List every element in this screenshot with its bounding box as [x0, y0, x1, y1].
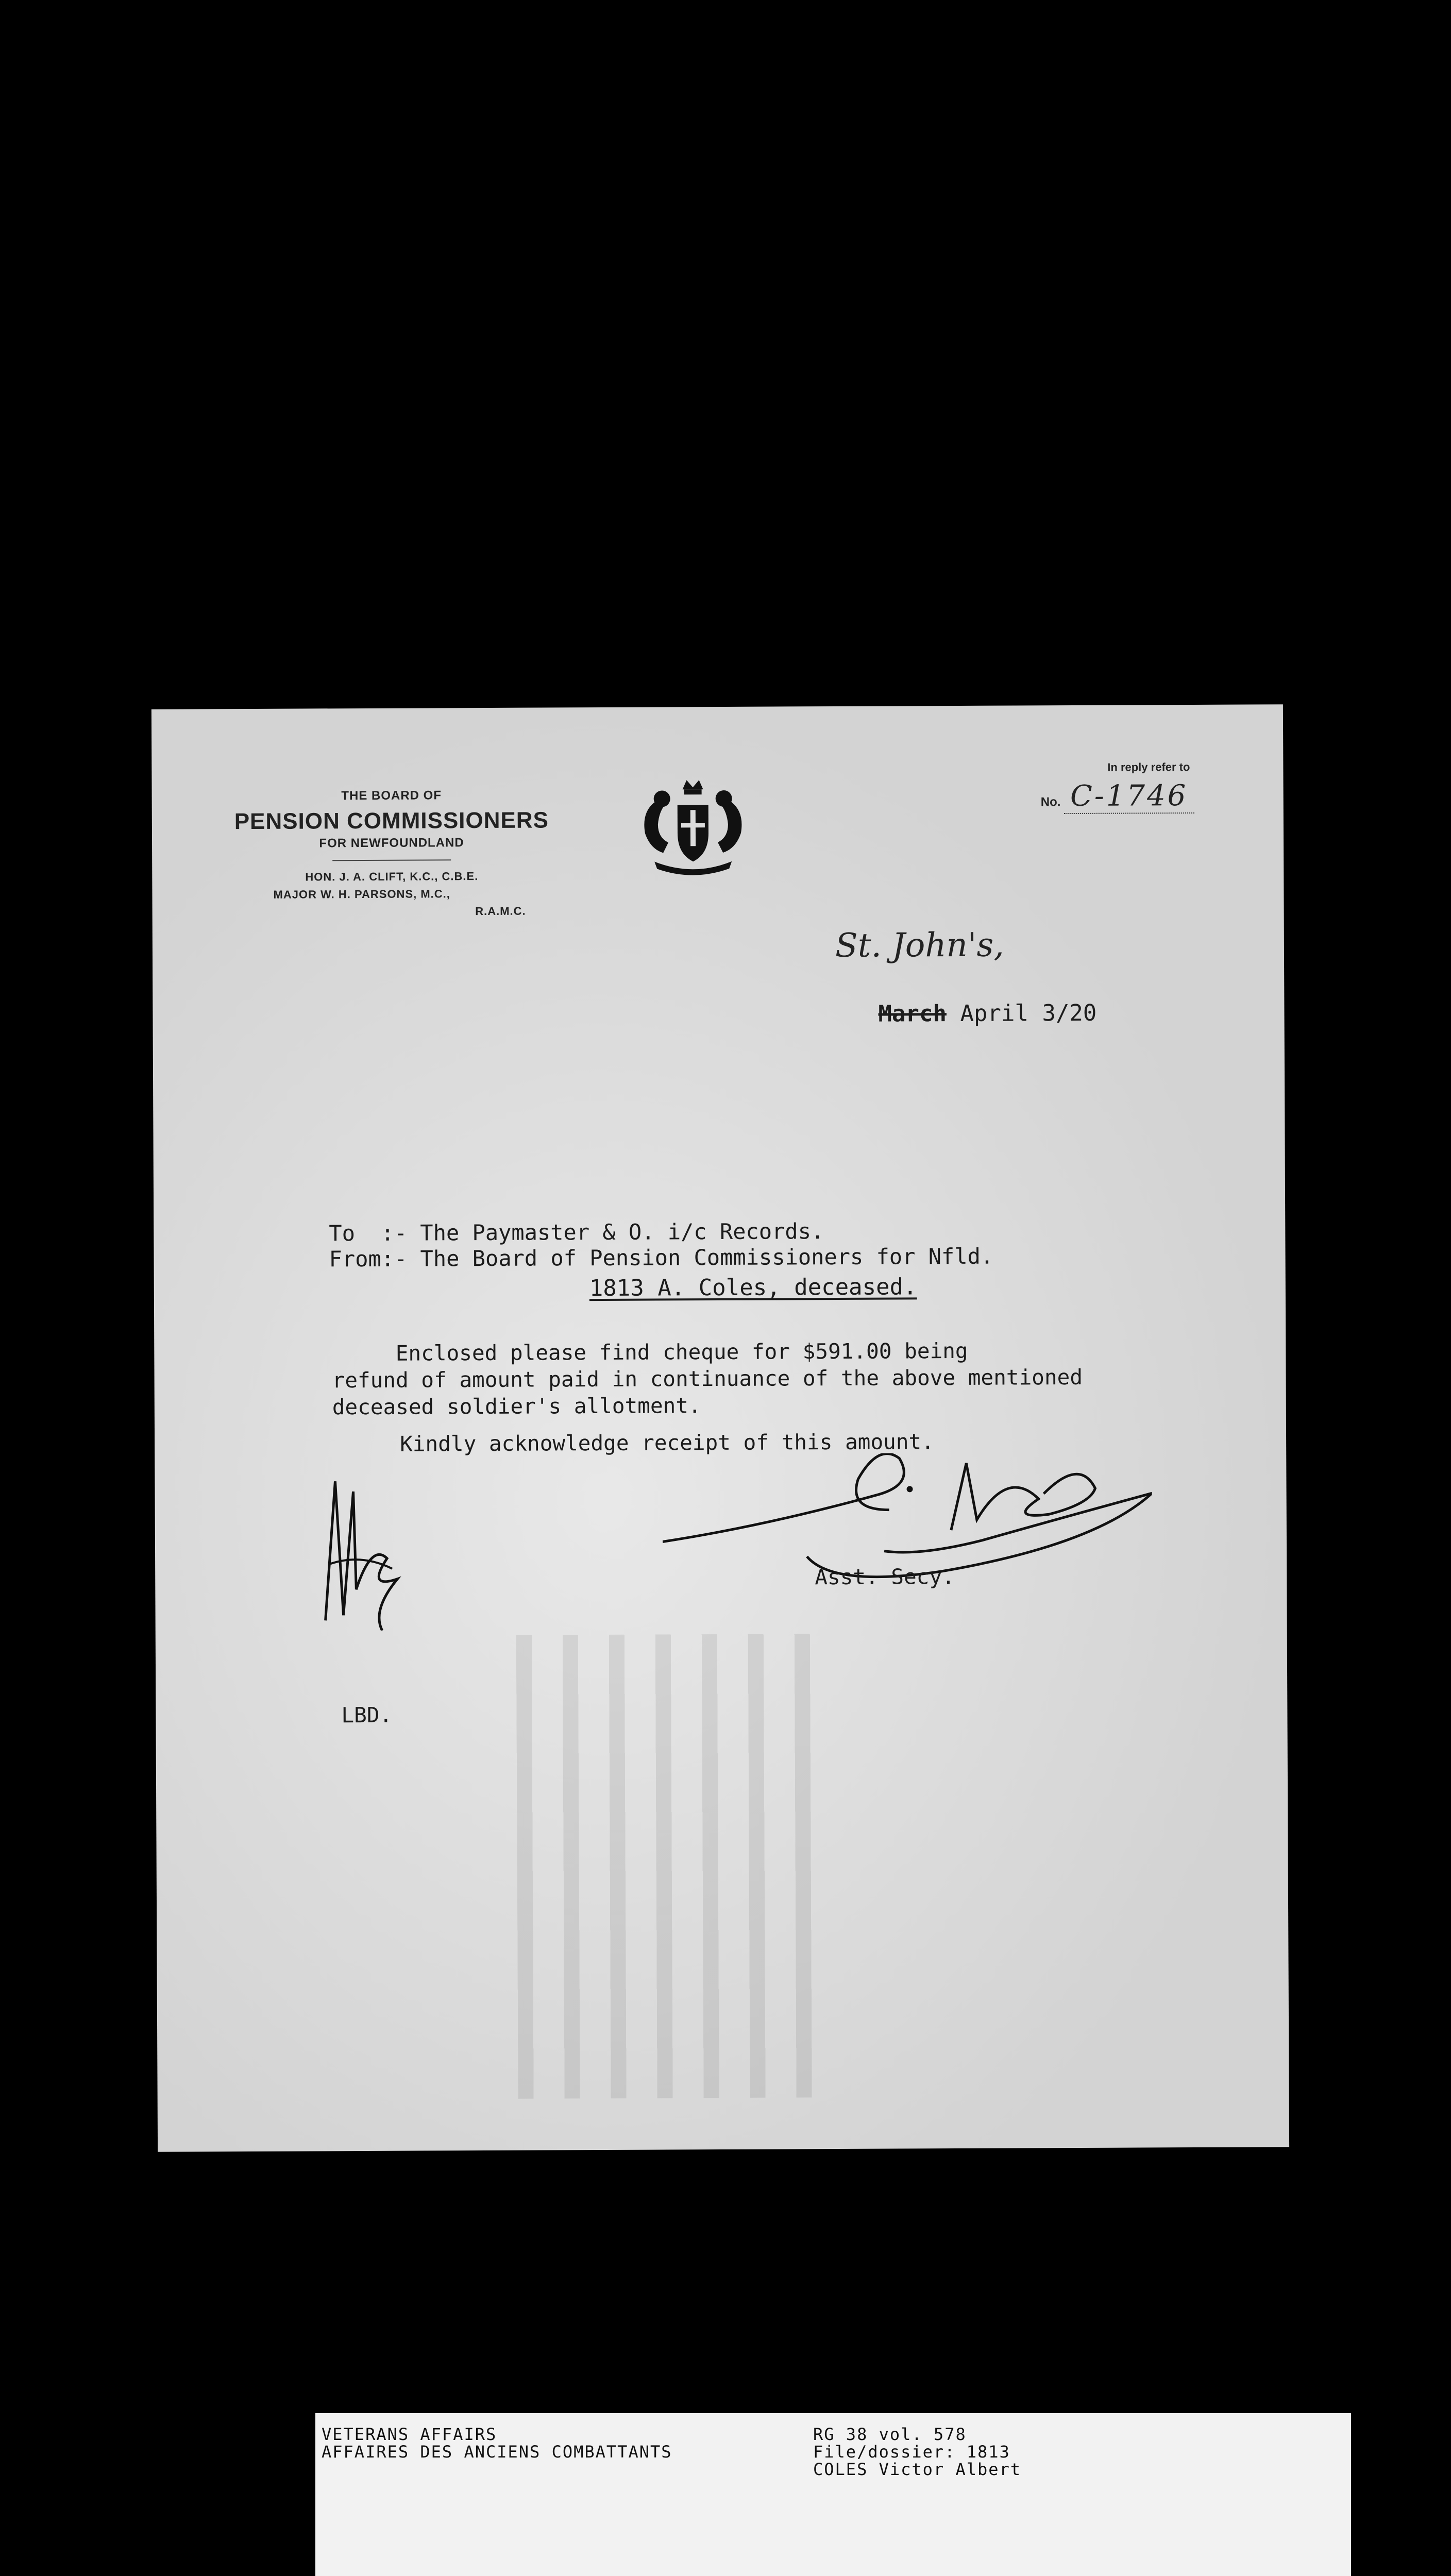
reply-no-value: C-1746 [1064, 779, 1194, 814]
letterhead-member1: HON. J. A. CLIFT, K.C., C.B.E. [305, 870, 479, 884]
body-text [332, 1337, 1105, 1421]
from-line: From:- The Board of Pension Commissioners for Nfld. [329, 1243, 994, 1272]
place-line: St. John's, [835, 926, 1004, 965]
reply-number [1041, 779, 1211, 813]
label-left-line2: AFFAIRES DES ANCIENS COMBATTANTS [322, 2442, 672, 2462]
letterhead [227, 788, 557, 921]
body-line-2: refund of amount paid in continuance of the above mentioned [332, 1364, 1083, 1393]
royal-coat-of-arms-icon [633, 774, 752, 888]
body-line-1: Enclosed please find cheque for $591.00 being [332, 1338, 968, 1366]
handwritten-initials-icon [314, 1461, 418, 1631]
reply-reference [1040, 760, 1210, 813]
letterhead-line1: THE BOARD OF [341, 788, 442, 803]
acknowledge-line: Kindly acknowledge receipt of this amount. [400, 1429, 934, 1456]
label-left-line1: VETERANS AFFAIRS [322, 2425, 497, 2444]
label-left-block [322, 2426, 672, 2461]
typist-initials: LBD. [341, 1702, 393, 1728]
address-block [329, 1218, 993, 1273]
date-line [878, 1000, 1096, 1027]
subject-line: 1813 A. Coles, deceased. [589, 1274, 917, 1302]
date-struck-word: March [878, 1001, 947, 1027]
date-value: April 3/20 [960, 999, 1097, 1027]
letterhead-member2: MAJOR W. H. PARSONS, M.C., [273, 887, 450, 901]
letterhead-title: PENSION COMMISSIONERS [234, 807, 549, 835]
letterhead-line3: FOR NEWFOUNDLAND [319, 836, 464, 851]
body-line-3: deceased soldier's allotment. [332, 1393, 701, 1420]
bleed-through-texture [516, 1634, 828, 2099]
letterhead-member3: R.A.M.C. [475, 904, 526, 918]
reply-label: In reply refer to [1107, 760, 1190, 774]
label-right-block [813, 2426, 1021, 2478]
label-right-line2: File/dossier: 1813 [813, 2442, 1010, 2462]
label-right-line1: RG 38 vol. 578 [813, 2425, 967, 2444]
archive-label-card [315, 2413, 1351, 2576]
letter-page [151, 704, 1289, 2152]
letterhead-divider [332, 859, 451, 861]
to-line: To :- The Paymaster & O. i/c Records. [329, 1218, 824, 1246]
signatory-title: Asst. Secy. [815, 1564, 955, 1590]
label-right-line3: COLES Victor Albert [813, 2460, 1022, 2479]
reply-no-label: No. [1040, 795, 1061, 809]
